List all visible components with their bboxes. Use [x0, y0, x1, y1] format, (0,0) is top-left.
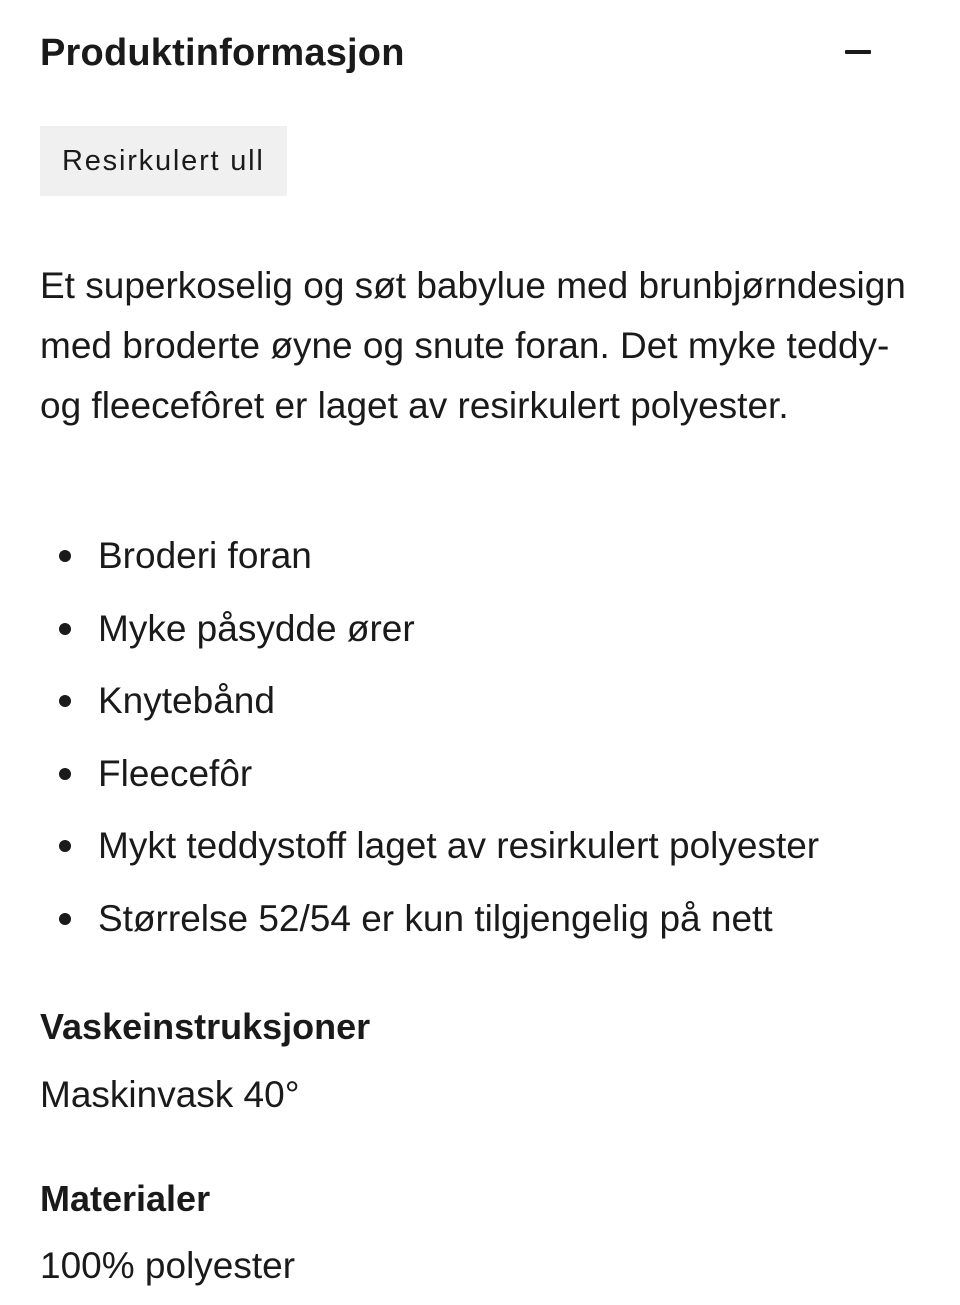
- feature-list: [40, 520, 940, 955]
- feature-text: Mykt teddystoff laget av resirkulert polyester: [98, 825, 820, 866]
- bullet-icon: [59, 768, 71, 780]
- washing-heading: Vaskeinstruksjoner: [40, 1006, 371, 1047]
- bullet-icon: [59, 623, 71, 635]
- feature-text: Størrelse 52/54 er kun tilgjengelig på nett: [98, 897, 773, 939]
- section-title: Produktinformasjon: [40, 32, 405, 74]
- feature-text: Fleecefôr: [98, 752, 253, 794]
- minus-icon: [845, 50, 871, 54]
- bullet-icon: [59, 913, 71, 925]
- feature-text: Myke påsydde ører: [98, 607, 415, 649]
- product-description: Et superkoselig og søt babylue med brunbjørndesign med broderte øyne og snute foran. Det myke teddy- og fleecefôret er laget av resirkulert polyester.: [40, 265, 906, 426]
- bullet-icon: [59, 550, 71, 562]
- materials-value: 100% polyester: [40, 1245, 296, 1286]
- collapse-button[interactable]: [836, 30, 880, 74]
- feature-text: Knytebånd: [98, 680, 275, 721]
- feature-item: [40, 738, 940, 811]
- materials-heading: Materialer: [40, 1178, 211, 1219]
- feature-text: Broderi foran: [98, 535, 312, 576]
- feature-item: [40, 883, 940, 956]
- feature-item: [40, 593, 940, 666]
- accordion-header[interactable]: [40, 0, 920, 108]
- bullet-icon: [59, 840, 71, 852]
- feature-item: [40, 810, 940, 883]
- feature-item: [40, 520, 940, 593]
- feature-item: [40, 665, 940, 738]
- product-info-section: [40, 0, 920, 1286]
- material-tag: Resirkulert ull: [40, 126, 287, 196]
- washing-value: Maskinvask 40°: [40, 1074, 300, 1115]
- bullet-icon: [59, 695, 71, 707]
